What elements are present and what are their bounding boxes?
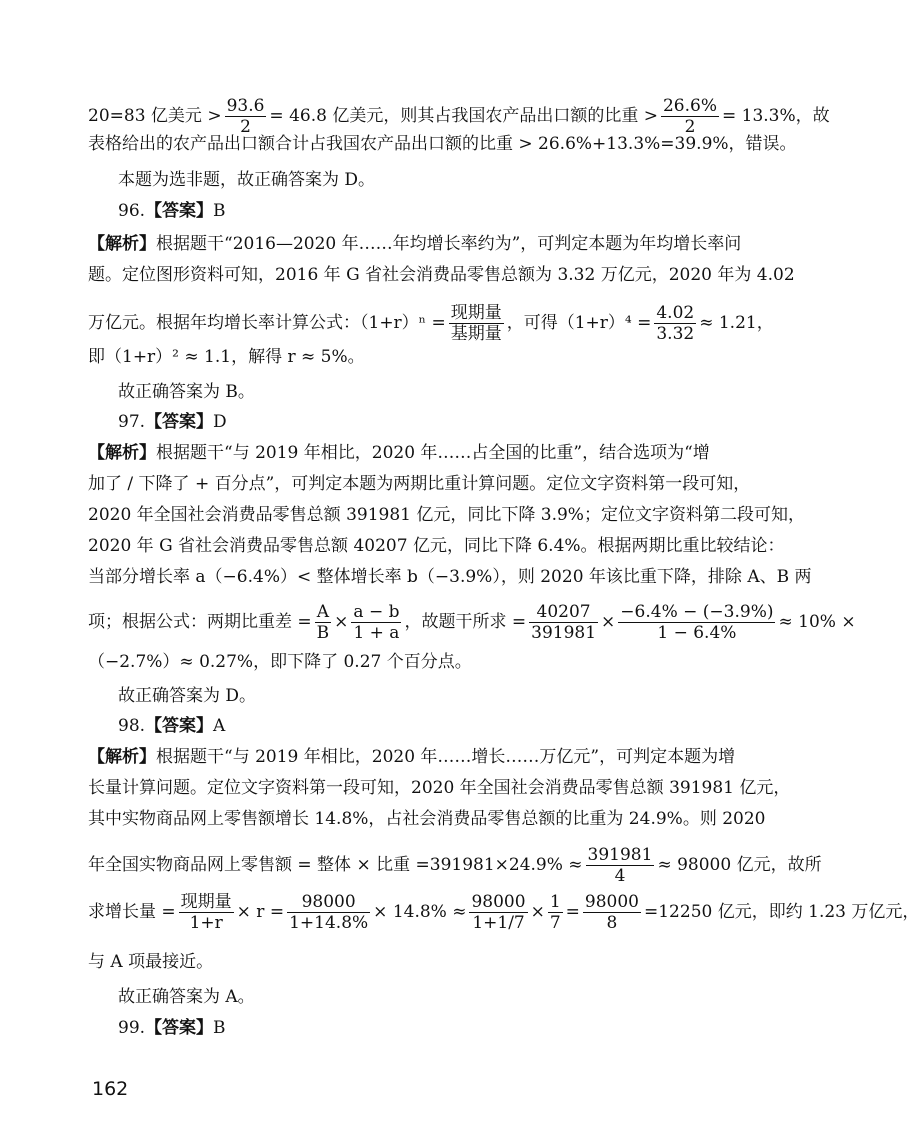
text-line: 题。定位图形资料可知，2016 年 G 省社会消费品零售总额为 3.32 万亿元，2020 年为 4.02: [88, 265, 795, 285]
answer-tag: 【答案】: [145, 412, 214, 432]
answer-heading: [118, 199, 758, 223]
numerator: a − b: [353, 602, 400, 622]
numerator: 现期量: [180, 892, 232, 912]
fraction: [469, 892, 527, 933]
text: ×: [530, 902, 545, 922]
fraction: [287, 892, 370, 933]
numerator: 40207: [529, 602, 598, 623]
text-line: 与 A 项最接近。: [88, 952, 214, 972]
numerator: 4.02: [656, 303, 695, 323]
text: ，故题干所求 =: [404, 612, 527, 632]
answer-value: D: [213, 412, 227, 432]
question-number: 98.: [118, 716, 146, 736]
text-line: [88, 845, 822, 886]
text: 项；根据公式：两期比重差 =: [88, 612, 312, 632]
denominator: 8: [606, 913, 618, 933]
question-number: 99.: [118, 1018, 146, 1038]
numerator: 98000: [287, 892, 370, 913]
text: ≈ 10% ×: [778, 612, 856, 632]
denominator: 1+14.8%: [289, 913, 369, 933]
denominator: B: [316, 623, 330, 643]
text-line: 故正确答案为 B。: [118, 382, 255, 402]
text: ≈ 1.21，: [699, 313, 774, 333]
text-line: 故正确答案为 A。: [118, 987, 255, 1007]
text-line: [88, 232, 742, 256]
text-line: [88, 602, 856, 643]
answer-value: A: [213, 716, 226, 736]
answer-tag: 【答案】: [145, 716, 214, 736]
text: = 46.8 亿美元，则其占我国农产品出口额的比重 >: [269, 106, 658, 126]
fraction: [315, 602, 332, 643]
denominator: 基期量: [450, 324, 502, 344]
numerator: A: [315, 602, 332, 623]
fraction: [449, 303, 504, 344]
text-line: 2020 年 G 省社会消费品零售总额 40207 亿元，同比下降 6.4%。根据两期比重比较结论：: [88, 536, 785, 556]
fraction: [179, 892, 234, 933]
denominator: 3.32: [656, 324, 695, 344]
numerator: 26.6%: [662, 96, 717, 116]
text-line: [88, 96, 830, 137]
text: ≈ 98000 亿元，故所: [657, 855, 822, 875]
answer-value: B: [213, 201, 226, 221]
fraction: [654, 303, 696, 344]
text-line: [88, 892, 919, 933]
numerator: 93.6: [226, 96, 265, 116]
text-line: 表格给出的农产品出口额合计占我国农产品出口额的比重 > 26.6%+13.3%=39.9%，错误。: [88, 134, 797, 154]
text: × r =: [236, 902, 285, 922]
numerator: 98000: [584, 892, 639, 912]
numerator: 391981: [587, 845, 653, 865]
question-number: 96.: [118, 201, 146, 221]
text-line: 故正确答案为 D。: [118, 686, 257, 706]
text: 求增长量 =: [88, 902, 176, 922]
denominator: 1+r: [189, 913, 223, 933]
numerator: −6.4% − (−3.9%): [620, 602, 774, 622]
answer-heading: [118, 410, 758, 434]
text-line: 当部分增长率 a（−6.4%）< 整体增长率 b（−3.9%），则 2020 年该比重下降，排除 A、B 两: [88, 567, 812, 587]
question-number: 97.: [118, 412, 146, 432]
text: 万亿元。根据年均增长率计算公式：（1+r）ⁿ =: [88, 313, 446, 333]
text-line: （−2.7%）≈ 0.27%，即下降了 0.27 个百分点。: [88, 652, 472, 672]
analysis-tag: 【解析】: [88, 747, 156, 767]
answer-heading: [118, 1016, 758, 1040]
fraction: [351, 602, 401, 643]
answer-tag: 【答案】: [145, 201, 214, 221]
text: =: [565, 902, 580, 922]
text: 根据题干“与 2019 年相比，2020 年……占全国的比重”，结合选项为“增: [156, 443, 710, 463]
text: 20=83 亿美元 >: [88, 106, 222, 126]
text-line: 本题为选非题，故正确答案为 D。: [118, 170, 376, 190]
numerator: 现期量: [450, 303, 502, 323]
text: ×: [334, 612, 349, 632]
text-line: [88, 303, 774, 344]
answer-value: B: [213, 1018, 226, 1038]
denominator: 1 + a: [353, 623, 400, 643]
text-line: 加了 / 下降了 + 百分点”，可判定本题为两期比重计算问题。定位文字资料第一段可知，: [88, 474, 751, 494]
numerator: 1: [549, 892, 561, 912]
text-line: [88, 745, 736, 769]
answer-tag: 【答案】: [145, 1018, 214, 1038]
fraction: [618, 602, 775, 643]
text-line: [88, 441, 728, 465]
text: =12250 亿元，即约 1.23 万亿元，: [644, 902, 919, 922]
text: 根据题干“2016—2020 年……年均增长率约为”，可判定本题为年均增长率问: [156, 234, 742, 254]
denominator: 7: [549, 913, 561, 933]
fraction: [586, 845, 655, 886]
analysis-tag: 【解析】: [88, 234, 156, 254]
denominator: 1 − 6.4%: [657, 623, 737, 643]
fraction: [225, 96, 267, 137]
denominator: 2: [240, 117, 251, 137]
fraction: [583, 892, 641, 933]
answer-heading: [118, 714, 758, 738]
fraction: [529, 602, 598, 643]
fraction: [661, 96, 719, 137]
text: 年全国实物商品网上零售额 = 整体 × 比重 =391981×24.9% ≈: [88, 855, 583, 875]
text-line: 即（1+r）² ≈ 1.1，解得 r ≈ 5%。: [88, 347, 365, 367]
analysis-tag: 【解析】: [88, 443, 156, 463]
denominator: 4: [614, 866, 626, 886]
text-line: 其中实物商品网上零售额增长 14.8%，占社会消费品零售总额的比重为 24.9%。则 2020: [88, 809, 766, 829]
text: × 14.8% ≈: [373, 902, 467, 922]
text-line: 2020 年全国社会消费品零售总额 391981 亿元，同比下降 3.9%；定位文字资料第二段可知，: [88, 505, 805, 525]
fraction: [548, 892, 563, 933]
numerator: 98000: [471, 892, 526, 912]
text: ，可得（1+r）⁴ =: [506, 313, 652, 333]
denominator: 391981: [531, 623, 597, 643]
text: ×: [601, 612, 616, 632]
text: = 13.3%，故: [722, 106, 830, 126]
page-number: 162: [92, 1078, 129, 1100]
text: 根据题干“与 2019 年相比，2020 年……增长……万亿元”，可判定本题为增: [156, 747, 736, 767]
denominator: 2: [684, 117, 696, 137]
text-line: 长量计算问题。定位文字资料第一段可知，2020 年全国社会消费品零售总额 391981 亿元，: [88, 778, 791, 798]
denominator: 1+1/7: [472, 913, 525, 933]
